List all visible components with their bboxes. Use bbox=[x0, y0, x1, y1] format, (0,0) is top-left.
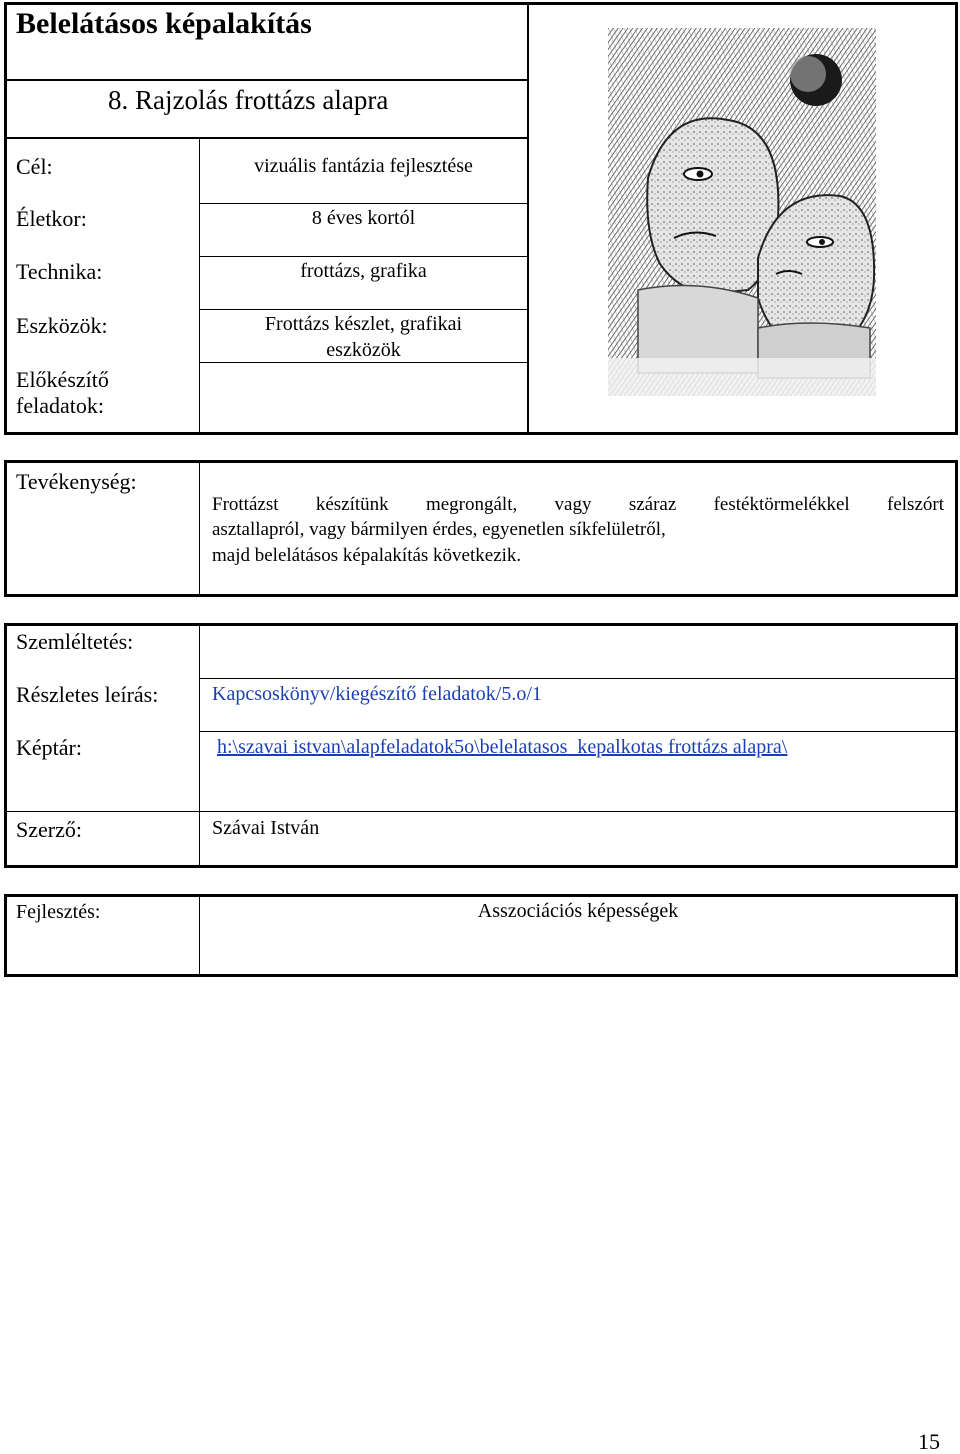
prep-label-line2: feladatok: bbox=[16, 393, 104, 418]
child-drawing-two-faces-icon bbox=[608, 28, 876, 396]
technique-value: frottázs, grafika bbox=[300, 260, 427, 282]
label-column-divider bbox=[199, 138, 200, 434]
tools-value-line1: Frottázs készlet, grafikai bbox=[264, 313, 463, 335]
author-value: Szávai István bbox=[212, 817, 320, 839]
activity-text-line3: majd belelátásos képalakítás következik. bbox=[212, 545, 522, 566]
author-label: Szerző: bbox=[16, 817, 82, 842]
prep-label-line1: Előkészítő bbox=[16, 367, 109, 392]
row-line bbox=[200, 309, 527, 310]
document-title: Belelátásos képalakítás bbox=[16, 7, 312, 40]
row-line bbox=[200, 203, 527, 204]
document-subtitle: 8. Rajzolás frottázs alapra bbox=[108, 85, 389, 115]
goal-value: vizuális fantázia fejlesztése bbox=[254, 155, 473, 177]
development-value: Asszociációs képességek bbox=[477, 900, 679, 922]
image-divider bbox=[527, 4, 529, 434]
detailed-description-label: Részletes leírás: bbox=[16, 682, 159, 707]
row-line bbox=[6, 137, 527, 139]
detailed-description-link[interactable]: Kapcsoskönyv/kiegészítő feladatok/5.o/1 bbox=[212, 683, 542, 705]
gallery-link[interactable]: h:\szavai istvan\alapfeladatok5o\belelatasos_kepalkotas frottázs alapra\ bbox=[217, 736, 788, 758]
activity-divider bbox=[199, 462, 200, 595]
page-number: 15 bbox=[918, 1429, 940, 1454]
goal-label: Cél: bbox=[16, 154, 53, 179]
gallery-label: Képtár: bbox=[16, 735, 82, 760]
activity-label: Tevékenység: bbox=[16, 469, 137, 494]
row-line bbox=[6, 79, 527, 81]
age-value: 8 éves kortól bbox=[311, 207, 416, 229]
row-line bbox=[200, 731, 956, 732]
age-label: Életkor: bbox=[16, 206, 87, 231]
tools-value-line2: eszközök bbox=[326, 339, 401, 361]
activity-text-line2: asztallapról, vagy bármilyen érdes, egyenetlen síkfelületről, bbox=[212, 519, 666, 540]
row-line bbox=[200, 678, 956, 679]
activity-text-line1: Frottázst készítünk megrongált, vagy száraz festéktörmelékkel felszórt bbox=[212, 494, 944, 515]
development-label: Fejlesztés: bbox=[16, 901, 101, 923]
illustration-label: Szemléltetés: bbox=[16, 629, 134, 654]
technique-label: Technika: bbox=[16, 259, 103, 284]
row-line bbox=[200, 256, 527, 257]
resources-divider bbox=[199, 625, 200, 866]
tools-label: Eszközök: bbox=[16, 313, 108, 338]
row-line bbox=[6, 811, 956, 812]
